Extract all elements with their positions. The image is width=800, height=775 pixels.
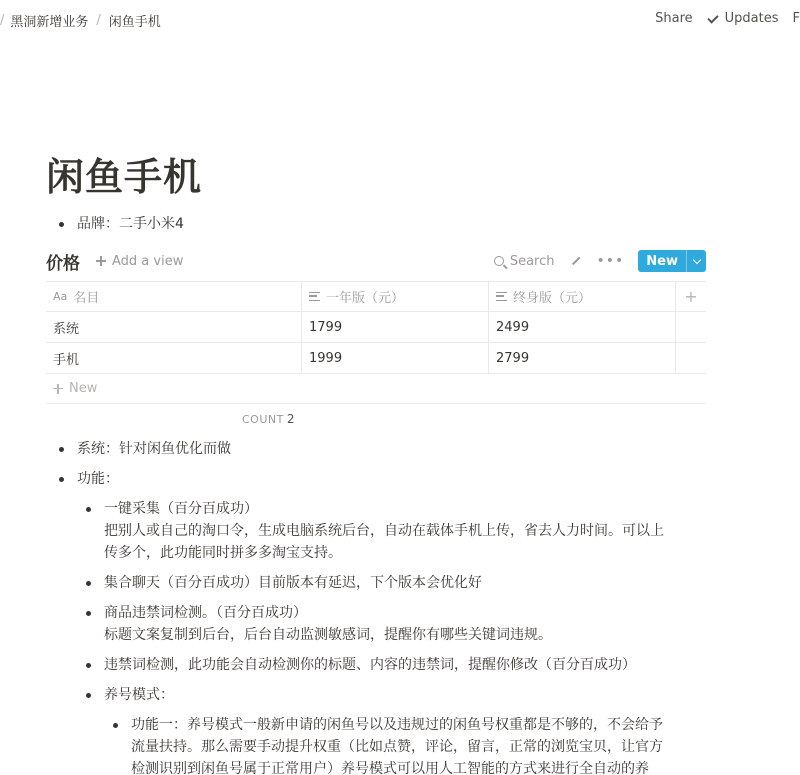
list-item bbox=[46, 468, 746, 498]
breadcrumb-item-parent[interactable]: 黑洞新增业务 bbox=[10, 15, 89, 30]
bullet-icon bbox=[59, 447, 64, 452]
column-label: 名目 bbox=[73, 291, 100, 306]
add-view-button[interactable] bbox=[96, 254, 183, 269]
add-view-label: Add a view bbox=[112, 253, 184, 269]
check-icon bbox=[707, 13, 719, 25]
column-label: 一年版（元） bbox=[326, 291, 405, 306]
table-header-row bbox=[46, 281, 706, 312]
updates-button[interactable] bbox=[707, 11, 779, 26]
table-row[interactable] bbox=[46, 343, 706, 374]
feature-title: 违禁词检测，此功能会自动检测你的标题、内容的违禁词，提醒你修改（百分百成功） bbox=[104, 657, 636, 673]
feature-title: 商品违禁词检测。（百分百成功） bbox=[104, 605, 307, 621]
bullet-icon bbox=[86, 693, 91, 698]
share-button[interactable]: Share bbox=[655, 11, 693, 26]
add-column-button[interactable]: + bbox=[684, 287, 698, 306]
search-button[interactable] bbox=[494, 254, 555, 269]
bullet-icon bbox=[59, 477, 64, 482]
chevron-down-icon bbox=[692, 255, 700, 263]
bullet-icon bbox=[86, 663, 91, 668]
breadcrumb-lead: / bbox=[0, 13, 5, 28]
database-table bbox=[46, 281, 706, 404]
top-actions bbox=[641, 11, 800, 26]
table-cell-name[interactable]: 手机 bbox=[46, 343, 302, 373]
database-header bbox=[46, 247, 706, 275]
expand-icon[interactable] bbox=[569, 254, 583, 268]
text-lines-icon bbox=[309, 292, 320, 301]
bullet-icon bbox=[86, 507, 91, 512]
top-bar bbox=[0, 0, 800, 36]
column-header-year[interactable] bbox=[302, 282, 489, 311]
table-cell-empty bbox=[676, 343, 706, 373]
page-title: 闲鱼手机 bbox=[46, 155, 203, 199]
search-icon bbox=[494, 256, 504, 266]
more-options-icon[interactable]: ••• bbox=[596, 253, 625, 269]
new-dropdown-button[interactable] bbox=[686, 250, 706, 272]
add-row-label: New bbox=[69, 381, 98, 396]
count-value: 2 bbox=[286, 412, 295, 426]
table-row[interactable] bbox=[46, 312, 706, 343]
content-list bbox=[46, 438, 746, 775]
new-button-label[interactable]: New bbox=[646, 253, 678, 269]
add-row-button[interactable] bbox=[46, 374, 706, 404]
bullet-icon bbox=[86, 581, 91, 586]
plus-icon bbox=[96, 256, 106, 266]
table-cell-year[interactable]: 1999 bbox=[302, 343, 489, 373]
table-cell-lifetime[interactable]: 2799 bbox=[489, 343, 676, 373]
table-cell-empty bbox=[676, 312, 706, 342]
bullet-icon bbox=[59, 222, 64, 227]
new-button[interactable] bbox=[638, 250, 706, 272]
list-item-text: 功能： bbox=[77, 471, 119, 487]
table-cell-lifetime[interactable]: 2499 bbox=[489, 312, 676, 342]
list-item bbox=[73, 654, 746, 676]
database-tools bbox=[494, 250, 706, 272]
list-item bbox=[46, 438, 746, 468]
column-label: 终身版（元） bbox=[513, 291, 592, 306]
database-title[interactable]: 价格 bbox=[46, 253, 80, 274]
search-label: Search bbox=[509, 253, 555, 269]
list-item bbox=[73, 498, 746, 564]
title-property-icon: Aa bbox=[53, 290, 68, 303]
updates-label: Updates bbox=[724, 11, 779, 26]
feature-desc: 标题文案复制到后台，后台自动监测敏感词，提醒你有哪些关键词违规。 bbox=[104, 627, 552, 643]
brand-text: 品牌：二手小米4 bbox=[77, 216, 184, 232]
feature-title: 集合聊天（百分百成功）目前版本有延迟，下个版本会优化好 bbox=[104, 575, 482, 591]
count-label: COUNT bbox=[242, 413, 284, 426]
column-header-name[interactable] bbox=[46, 282, 302, 311]
feature-desc: 传多个，此功能同时拼多多淘宝支持。 bbox=[104, 545, 342, 561]
nurture-text: 检测识别到闲鱼号属于正常用户）养号模式可以用人工智能的方式来进行全自动的养 bbox=[131, 761, 649, 775]
breadcrumb-separator: / bbox=[96, 13, 101, 28]
table-cell-name[interactable]: 系统 bbox=[46, 312, 302, 342]
list-item bbox=[100, 714, 746, 775]
list-item-text: 系统：针对闲鱼优化而做 bbox=[77, 441, 231, 457]
list-item bbox=[73, 602, 746, 646]
bullet-icon bbox=[113, 723, 118, 728]
column-header-lifetime[interactable] bbox=[489, 282, 676, 311]
feature-title: 养号模式： bbox=[104, 687, 174, 703]
table-cell-year[interactable]: 1799 bbox=[302, 312, 489, 342]
favorite-button[interactable]: F bbox=[792, 11, 800, 26]
list-item bbox=[73, 572, 746, 594]
count-footer[interactable] bbox=[242, 412, 295, 426]
feature-title: 一键采集（百分百成功） bbox=[104, 501, 258, 517]
text-lines-icon bbox=[496, 292, 507, 301]
bullet-icon bbox=[86, 611, 91, 616]
nurture-text: 流量扶持。那么需要手动提升权重（比如点赞，评论，留言，正常的浏览宝贝，让官方 bbox=[131, 739, 663, 755]
plus-icon bbox=[53, 384, 63, 394]
breadcrumb-item-current[interactable]: 闲鱼手机 bbox=[108, 15, 161, 30]
nurture-text: 功能一：养号模式一般新申请的闲鱼号以及违规过的闲鱼号权重都是不够的，不会给予 bbox=[131, 717, 663, 733]
feature-desc: 把别人或自己的淘口令，生成电脑系统后台，自动在载体手机上传，省去人力时间。可以上 bbox=[104, 523, 664, 539]
list-item bbox=[73, 684, 746, 706]
breadcrumb bbox=[0, 11, 161, 30]
list-item-brand bbox=[59, 213, 184, 235]
